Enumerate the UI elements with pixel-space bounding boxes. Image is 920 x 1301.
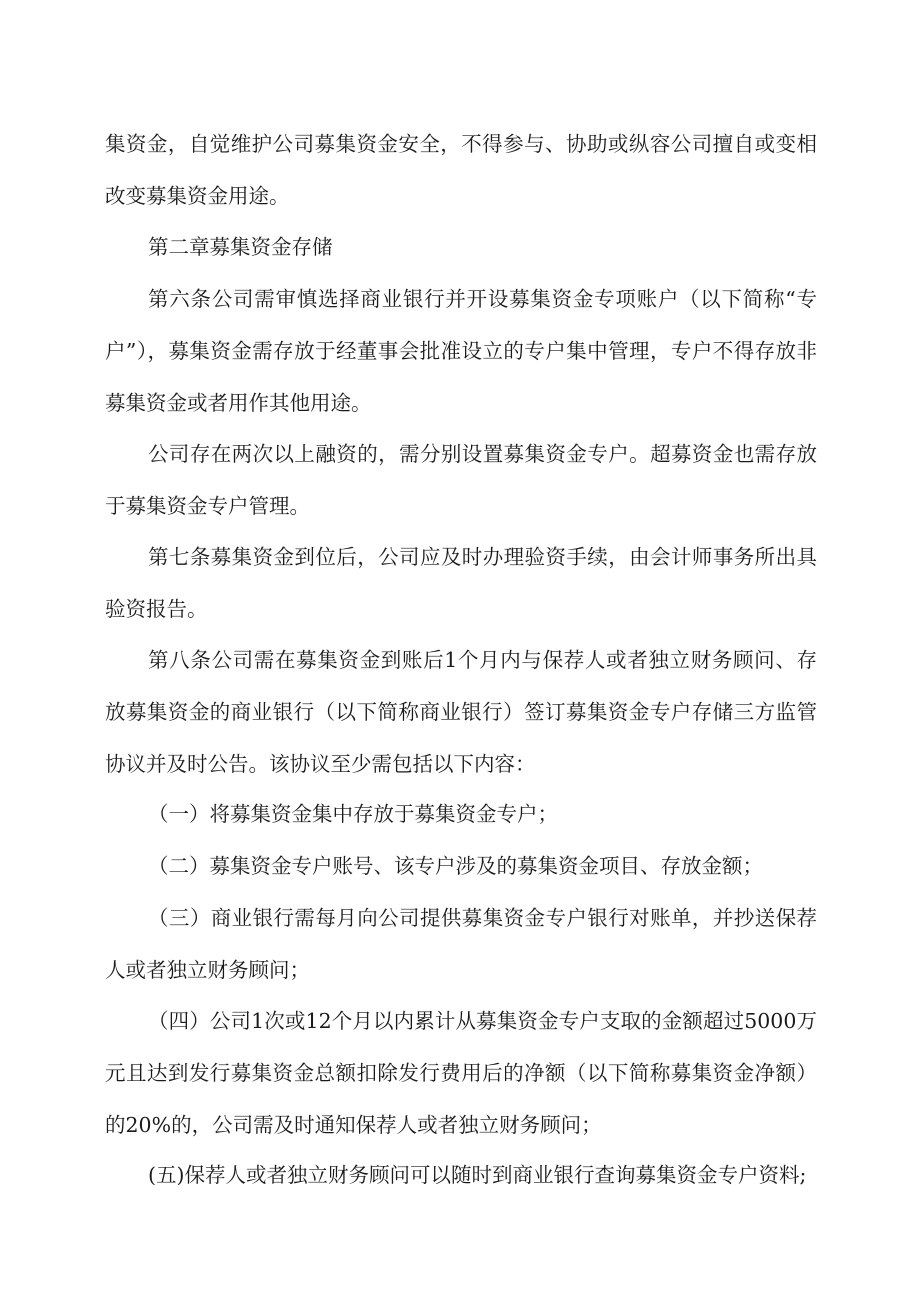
- list-item-2: （二）募集资金专户账号、该专户涉及的募集资金项目、存放金额；: [148, 854, 763, 878]
- list-item-5: (五)保荐人或者独立财务顾问可以随时到商业银行查询募集资金专户资料;: [148, 1163, 807, 1187]
- list-item-1: （一）将募集资金集中存放于募集资金专户；: [148, 802, 558, 826]
- paragraph-continuation: 集资金，自觉维护公司募集资金安全，不得参与、协助或纵容公司擅自或变相改变募集资金用途。: [105, 132, 817, 208]
- article-6-paragraph: 第六条公司需审慎选择商业银行并开设募集资金专项账户（以下简称“专户”），募集资金需存放于经董事会批准设立的专户集中管理，专户不得存放非募集资金或者用作其他用途。: [105, 287, 817, 415]
- list-item-3: （三）商业银行需每月向公司提供募集资金专户银行对账单，并抄送保荐人或者独立财务顾问；: [105, 906, 817, 982]
- article-7-paragraph: 第七条募集资金到位后，公司应及时办理验资手续，由会计师事务所出具验资报告。: [105, 545, 817, 621]
- article-8-paragraph: 第八条公司需在募集资金到账后1个月内与保荐人或者独立财务顾问、存放募集资金的商业银行（以下简称商业银行）签订募集资金专户存储三方监管协议并及时公告。该协议至少需包括以下内容：: [105, 648, 817, 776]
- list-item-4: （四）公司1次或12个月以内累计从募集资金专户支取的金额超过5000万元且达到发行募集资金总额扣除发行费用后的净额（以下简称募集资金净额）的20%的，公司需及时通知保荐人或者独立财务顾问；: [105, 1009, 817, 1137]
- paragraph-multiple-financing: 公司存在两次以上融资的，需分别设置募集资金专户。超募资金也需存放于募集资金专户管理。: [105, 442, 817, 518]
- chapter-heading: 第二章募集资金存储: [148, 235, 333, 259]
